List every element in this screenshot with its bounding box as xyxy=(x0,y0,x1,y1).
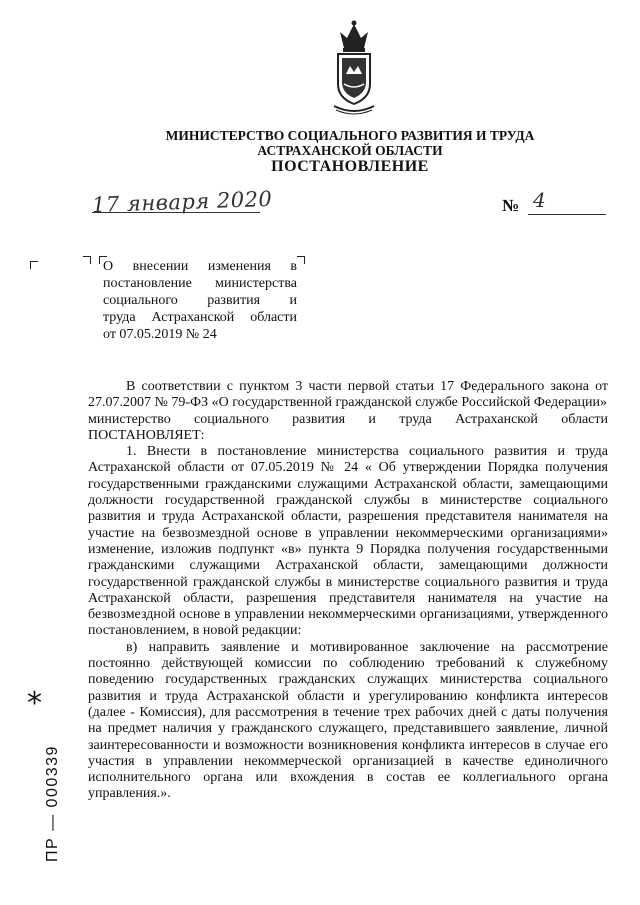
handwritten-date: 17 января 2020 xyxy=(91,186,273,218)
subject-line: социального развития и xyxy=(103,293,297,308)
preamble-paragraph: В соответствии с пунктом 3 части первой статьи 17 Федерального закона от 27.07.2007 № 79-ФЗ «О государственной гражданской службе Российской Федерации» xyxy=(88,379,608,411)
subject-line: от 07.05.2019 № 24 xyxy=(103,327,217,342)
document-type-title: ПОСТАНОВЛЕНИЕ xyxy=(271,158,429,175)
date-underline xyxy=(92,212,260,213)
corner-mark xyxy=(30,261,38,269)
item-1-v-paragraph: в) направить заявление и мотивированное заключение на рассмотрение постоянно действующей комиссии по соблюдению требований к служебному поведению государственных гражданских служащих министерства социального развития и труда Астраханской области и урегулированию конфликта интересов (далее - Комиссия), для рассмотрения в течение трех рабочих дней с даты получения на предмет наличия у гражданского служащего, представившего заявление, личной заинтересованности и возможности возникновения конфликта интересов в случае его участия в управлении некоммерческой организацией в качестве единоличного исполнительного органа или вхождения в состав ее коллегиального органа управления.». xyxy=(88,639,608,802)
number-underline xyxy=(528,214,606,215)
handwritten-number: 4 xyxy=(533,188,546,212)
margin-star-mark: * xyxy=(27,686,42,721)
subject-line: постановление министерства xyxy=(103,276,297,291)
document-body xyxy=(88,379,608,803)
subject-line: труда Астраханской области xyxy=(103,310,297,325)
authority-line: министерство социального развития и труда Астраханской области xyxy=(88,411,608,427)
ministry-name-line2: АСТРАХАНСКОЙ ОБЛАСТИ xyxy=(257,143,443,158)
document-subject xyxy=(103,258,297,343)
coat-of-arms-emblem xyxy=(328,18,380,118)
registration-number: ПР — 000339 xyxy=(44,745,61,862)
subject-line: О внесении изменения в xyxy=(103,259,297,274)
number-label: № xyxy=(502,196,520,215)
item-1-paragraph: 1. Внести в постановление министерства социального развития и труда Астраханской области от 07.05.2019 № 24 « Об утверждении Порядка получения государственными гражданскими служащими Астраханской области, замещающими должности государственной гражданской службы в министерстве социального развития и труда Астраханской области, разрешения представителя нанимателя на участие на безвозмездной основе в управлении некоммерческими организациями» изменение, изложив подпункт «в» пункта 9 Порядка получения государственными гражданскими служащими Астраханской области, замещающими должности государственной гражданской службы в министерстве социального развития и труда Астраханской области, разрешения представителя нанимателя на участие на безвозмездной основе в управлении некоммерческими организациями, утвержденного постановлением, в новой редакции: xyxy=(88,444,608,639)
resolves-line: ПОСТАНОВЛЯЕТ: xyxy=(88,427,205,443)
ministry-name-line1: МИНИСТЕРСТВО СОЦИАЛЬНОГО РАЗВИТИЯ И ТРУДА xyxy=(165,128,535,143)
corner-mark xyxy=(83,256,91,264)
corner-mark xyxy=(297,256,305,264)
